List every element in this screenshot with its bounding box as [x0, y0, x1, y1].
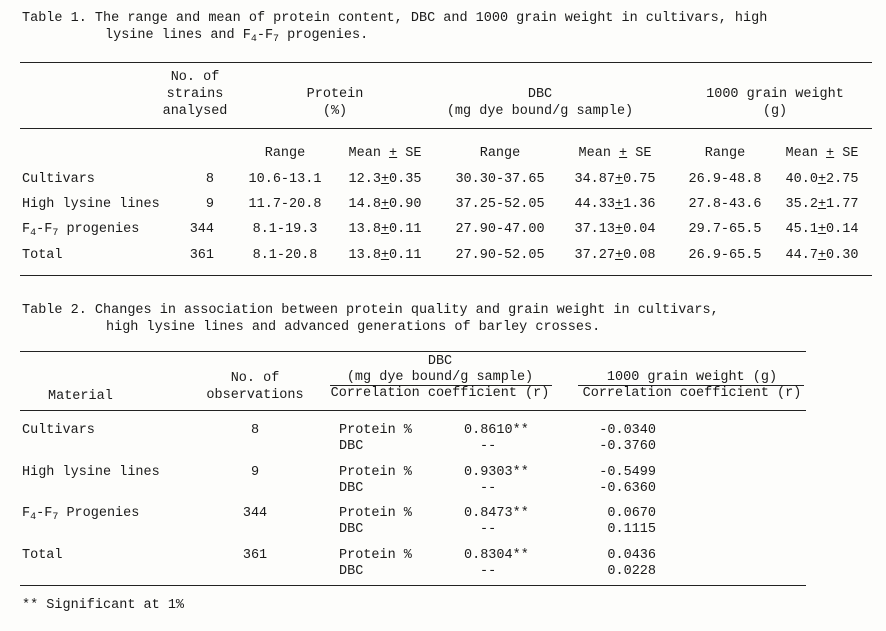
- grain-header-1: 1000 grain weight: [706, 87, 844, 102]
- grain-correlation-2: -0.3760: [599, 439, 656, 454]
- dbc-correlation-1: 0.8473**: [464, 506, 529, 521]
- grain-mean: 44.7+0.30: [785, 248, 859, 263]
- dbc-range: 27.90-47.00: [455, 222, 545, 237]
- strain-count: 9: [205, 197, 214, 212]
- dbc-header-1: DBC: [527, 87, 553, 102]
- dbc-correlation-2: --: [480, 564, 497, 579]
- dbc-range: 27.90-52.05: [455, 248, 545, 263]
- protein-range: 10.6-13.1: [248, 172, 322, 187]
- variable-2: DBC: [339, 481, 364, 496]
- table2-footnote: ** Significant at 1%: [22, 598, 185, 613]
- dbc-correlation-2: --: [480, 481, 497, 496]
- grain-correlation-1: 0.0670: [607, 506, 656, 521]
- dbc-correlation-1: 0.8304**: [464, 548, 529, 563]
- grain-correlation-1: 0.0436: [607, 548, 656, 563]
- protein-mean: 13.8+0.11: [348, 222, 422, 237]
- protein-mean: 12.3+0.35: [348, 172, 422, 187]
- obs-count: 361: [242, 548, 268, 563]
- obs-count: 9: [250, 465, 260, 480]
- obs-header-1: No. of: [230, 371, 280, 386]
- grain-mean: 45.1+0.14: [785, 222, 859, 237]
- dbc-header-2: (mg dye bound/g sample): [446, 104, 634, 119]
- dbc-range-header: Range: [479, 146, 521, 161]
- table1-caption-line2: lysine lines and $F_4-F_7$ progenies.: [105, 28, 369, 45]
- grain-range: 26.9-65.5: [688, 248, 762, 263]
- row-label: $F_4-F_7$ progenies: [22, 222, 140, 239]
- grain-correlation-1: -0.5499: [599, 465, 656, 480]
- dbc2-header-2: (mg dye bound/g sample): [346, 370, 534, 385]
- protein-mean-header: Mean + SE: [348, 146, 422, 161]
- grain-correlation-2: 0.0228: [607, 564, 656, 579]
- grain-range: 26.9-48.8: [688, 172, 762, 187]
- table1-bottom-rule: [20, 275, 872, 276]
- strains-header-2: strains: [166, 87, 224, 102]
- grain2-header-1: 1000 grain weight (g): [606, 370, 778, 385]
- grain-mean: 40.0+2.75: [785, 172, 859, 187]
- variable-2: DBC: [339, 439, 364, 454]
- dbc-correlation-1: 0.8610**: [464, 423, 529, 438]
- strain-count: 8: [205, 172, 214, 187]
- variable-1: Protein %: [339, 548, 412, 563]
- row-label: Cultivars: [22, 423, 95, 438]
- grain-range: 27.8-43.6: [688, 197, 762, 212]
- dbc-mean: 34.87+0.75: [574, 172, 656, 187]
- grain2-header-2: Correlation coefficient (r): [582, 386, 802, 401]
- table1-top-rule: [20, 62, 872, 63]
- variable-2: DBC: [339, 564, 364, 579]
- obs-count: 344: [242, 506, 268, 521]
- dbc-mean: 37.27+0.08: [574, 248, 656, 263]
- variable-1: Protein %: [339, 506, 412, 521]
- table2-bottom-rule: [20, 585, 806, 586]
- dbc-mean-header: Mean + SE: [578, 146, 652, 161]
- strain-count: 361: [189, 248, 214, 263]
- strain-count: 344: [189, 222, 214, 237]
- grain-header-2: (g): [762, 104, 788, 119]
- dbc-range: 30.30-37.65: [455, 172, 545, 187]
- obs-header-2: observations: [206, 388, 304, 403]
- dbc-mean: 37.13+0.04: [574, 222, 656, 237]
- row-label: High lysine lines: [22, 197, 160, 212]
- table2-top-rule: [20, 351, 806, 352]
- row-label: Cultivars: [22, 172, 95, 187]
- table2-caption-line2: high lysine lines and advanced generations of barley crosses.: [106, 320, 601, 335]
- dbc2-header-1: DBC: [427, 354, 453, 369]
- protein-mean: 13.8+0.11: [348, 248, 422, 263]
- material-header: Material: [48, 389, 113, 404]
- variable-2: DBC: [339, 522, 364, 537]
- row-label: Total: [22, 548, 63, 563]
- grain-range-header: Range: [704, 146, 746, 161]
- dbc-range: 37.25-52.05: [455, 197, 545, 212]
- protein-mean: 14.8+0.90: [348, 197, 422, 212]
- variable-1: Protein %: [339, 465, 412, 480]
- dbc-correlation-2: --: [480, 439, 497, 454]
- grain-mean: 35.2+1.77: [785, 197, 859, 212]
- obs-count: 8: [250, 423, 260, 438]
- row-label: $F_4-F_7$ Progenies: [22, 506, 140, 523]
- grain-range: 29.7-65.5: [688, 222, 762, 237]
- protein-range: 8.1-19.3: [252, 222, 318, 237]
- grain-mean-header: Mean + SE: [785, 146, 859, 161]
- protein-header-1: Protein: [306, 87, 364, 102]
- table2-header-rule: [20, 410, 806, 411]
- table1-caption-line1: Table 1. The range and mean of protein content, DBC and 1000 grain weight in cultivars, high: [22, 11, 768, 26]
- dbc-mean: 44.33+1.36: [574, 197, 656, 212]
- protein-range-header: Range: [264, 146, 306, 161]
- grain-correlation-2: 0.1115: [607, 522, 656, 537]
- protein-range: 11.7-20.8: [248, 197, 322, 212]
- dbc2-header-3: Correlation coefficient (r): [330, 386, 550, 401]
- dbc-correlation-1: 0.9303**: [464, 465, 529, 480]
- table1-header-rule: [20, 128, 872, 129]
- grain-correlation-2: -0.6360: [599, 481, 656, 496]
- strains-header-1: No. of: [170, 70, 220, 85]
- protein-range: 8.1-20.8: [252, 248, 318, 263]
- table2-caption-line1: Table 2. Changes in association between protein quality and grain weight in cultivars,: [22, 303, 719, 318]
- dbc-correlation-2: --: [480, 522, 497, 537]
- row-label: Total: [22, 248, 63, 263]
- grain-correlation-1: -0.0340: [599, 423, 656, 438]
- strains-header-3: analysed: [162, 104, 228, 119]
- variable-1: Protein %: [339, 423, 412, 438]
- row-label: High lysine lines: [22, 465, 160, 480]
- protein-header-2: (%): [322, 104, 348, 119]
